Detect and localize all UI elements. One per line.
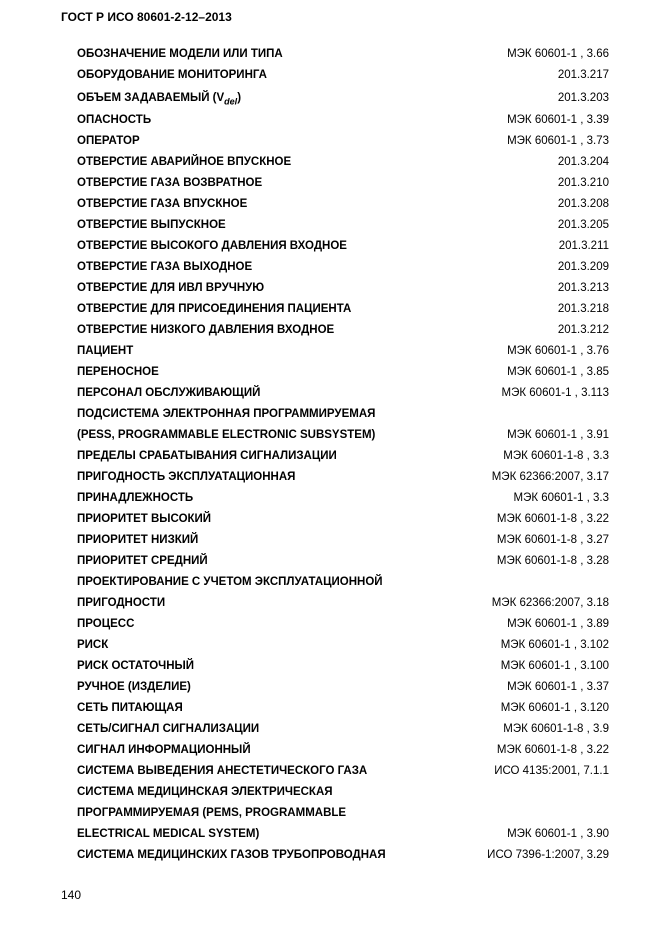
index-entry [77,257,609,278]
entry-term-text: ПРИОРИТЕТ ВЫСОКИЙ [77,513,212,525]
entry-term [77,572,383,593]
entry-term-text: ОТВЕРСТИЕ ГАЗА ВОЗВРАТНОЕ [77,177,263,189]
entry-term-text: ПРОЕКТИРОВАНИЕ С УЧЕТОМ ЭКСПЛУАТАЦИОННОЙ [77,576,383,588]
entry-reference: МЭК 60601-1 , 3.90 [507,828,609,840]
entry-reference: МЭК 60601-1 , 3.37 [507,681,609,693]
entry-term-text: СИГНАЛ ИНФОРМАЦИОННЫЙ [77,744,251,756]
entry-term [77,551,208,572]
entry-term [77,467,295,488]
entry-term [77,761,367,782]
index-entry [77,824,609,845]
entry-term [77,446,337,467]
index-entry [77,635,609,656]
entry-term-text: ПРИНАДЛЕЖНОСТЬ [77,492,194,504]
entry-term-text: РИСК ОСТАТОЧНЫЙ [77,660,195,672]
entry-term [77,719,259,740]
entry-term [77,845,386,866]
entry-term [77,740,251,761]
entry-term-text: ОПАСНОСТЬ [77,114,152,126]
entry-term [77,320,334,341]
entry-term-text: ПРИОРИТЕТ НИЗКИЙ [77,534,199,546]
entry-term [77,173,262,194]
entry-term-text: ОБЪЕМ ЗАДАВАЕМЫЙ (V [77,92,225,104]
entry-reference: МЭК 60601-1 , 3.76 [507,345,609,357]
entry-term-text: ПЕРСОНАЛ ОБСЛУЖИВАЮЩИЙ [77,387,261,399]
entry-term [77,803,346,824]
index-entry [77,341,609,362]
entry-reference: МЭК 60601-1-8 , 3.22 [496,744,609,756]
entry-term-text: (PESS, PROGRAMMABLE ELECTRONIC SUBSYSTEM) [77,429,376,441]
index-entry [77,488,609,509]
entry-reference: 201.3.218 [557,303,609,315]
entry-term [77,383,260,404]
entry-term-text: РИСК [77,639,109,651]
entry-reference: ИСО 4135:2001, 7.1.1 [494,765,609,777]
entry-term-tail: ) [237,92,242,104]
entry-reference: 201.3.203 [557,92,609,104]
entry-term [77,509,211,530]
entry-term [77,44,283,65]
entry-term-text: ОТВЕРСТИЕ ГАЗА ВЫХОДНОЕ [77,261,253,273]
entry-term [77,530,198,551]
index-entry [77,530,609,551]
document-header: ГОСТ Р ИСО 80601-2-12–2013 [61,10,232,24]
entry-reference: МЭК 60601-1 , 3.113 [501,387,609,399]
entry-reference: МЭК 60601-1 , 3.39 [507,114,609,126]
entry-term [77,278,264,299]
entry-term-text: ОБОЗНАЧЕНИЕ МОДЕЛИ ИЛИ ТИПА [77,48,283,60]
entry-reference: 201.3.208 [557,198,609,210]
index-entry [77,803,609,824]
entry-reference: МЭК 60601-1-8 , 3.27 [496,534,609,546]
index-entry [77,677,609,698]
entry-term-text: ОТВЕРСТИЕ ВЫСОКОГО ДАВЛЕНИЯ ВХОДНОЕ [77,240,347,252]
entry-term-text: ОТВЕРСТИЕ НИЗКОГО ДАВЛЕНИЯ ВХОДНОЕ [77,324,335,336]
entry-reference: МЭК 60601-1 , 3.102 [500,639,609,651]
entry-term-text: ПРИОРИТЕТ СРЕДНИЙ [77,555,208,567]
page-number: 140 [61,888,82,902]
entry-reference: МЭК 62366:2007, 3.17 [491,471,609,483]
index-entry [77,86,609,110]
entry-reference: 201.3.217 [557,69,609,81]
entry-term [77,698,183,719]
entry-term-text: ОБОРУДОВАНИЕ МОНИТОРИНГА [77,69,267,81]
entry-reference: МЭК 60601-1-8 , 3.28 [496,555,609,567]
index-entry [77,152,609,173]
entry-term [77,341,133,362]
index-entry [77,236,609,257]
entry-term-text: ОТВЕРСТИЕ ВЫПУСКНОЕ [77,219,226,231]
entry-term [77,131,140,152]
entry-term [77,614,134,635]
index-entry [77,446,609,467]
index-entry [77,509,609,530]
index-entry [77,131,609,152]
entry-term [77,488,193,509]
index-entry [77,299,609,320]
index-entry [77,719,609,740]
index-entry [77,404,609,425]
index-entry [77,551,609,572]
entry-reference: МЭК 60601-1 , 3.89 [507,618,609,630]
entry-term [77,236,347,257]
entry-term-text: ОТВЕРСТИЕ ГАЗА ВПУСКНОЕ [77,198,248,210]
index-entry [77,362,609,383]
entry-reference: 201.3.213 [557,282,609,294]
entry-reference: МЭК 60601-1 , 3.73 [507,135,609,147]
index-entry [77,656,609,677]
entry-term-text: СИСТЕМА ВЫВЕДЕНИЯ АНЕСТЕТИЧЕСКОГО ГАЗА [77,765,368,777]
entry-term-text: ПАЦИЕНТ [77,345,134,357]
entry-term-text: СЕТЬ ПИТАЮЩАЯ [77,702,183,714]
entry-term [77,425,375,446]
entry-term [77,362,159,383]
entry-reference: МЭК 60601-1-8 , 3.22 [496,513,609,525]
entry-reference: МЭК 60601-1 , 3.3 [513,492,609,504]
index-entry [77,698,609,719]
entry-term [77,824,259,845]
entry-term-text: ОТВЕРСТИЕ АВАРИЙНОЕ ВПУСКНОЕ [77,156,292,168]
entry-reference: МЭК 60601-1 , 3.120 [500,702,609,714]
index-entry [77,467,609,488]
entry-term-text: СИСТЕМА МЕДИЦИНСКИХ ГАЗОВ ТРУБОПРОВОДНАЯ [77,849,386,861]
entry-reference: МЭК 60601-1 , 3.85 [507,366,609,378]
entry-term-text: ПЕРЕНОСНОЕ [77,366,159,378]
entry-term [77,593,165,614]
entry-term-text: ПОДСИСТЕМА ЭЛЕКТРОННАЯ ПРОГРАММИРУЕМАЯ [77,408,376,420]
entry-term [77,299,351,320]
entry-reference: МЭК 60601-1-8 , 3.3 [503,450,609,462]
entry-term [77,404,375,425]
entry-term-text: ELECTRICAL MEDICAL SYSTEM) [77,828,260,840]
entry-term [77,110,151,131]
entry-reference: МЭК 60601-1 , 3.66 [507,48,609,60]
index-entry [77,593,609,614]
index-entry [77,320,609,341]
index-entry [77,845,609,866]
entry-term-text: ПРЕДЕЛЫ СРАБАТЫВАНИЯ СИГНАЛИЗАЦИИ [77,450,337,462]
entry-reference: ИСО 7396-1:2007, 3.29 [487,849,609,861]
entry-reference: 201.3.210 [557,177,609,189]
entry-term-text: ПРОГРАММИРУЕМАЯ (PEMS, PROGRAMMABLE [77,807,347,819]
entry-term [77,677,191,698]
entry-term [77,215,226,236]
index-entry [77,425,609,446]
index-entry [77,383,609,404]
entry-term-text: ПРИГОДНОСТИ [77,597,166,609]
entry-term-text: ПРОЦЕСС [77,618,135,630]
entry-term [77,65,267,86]
index-entry [77,173,609,194]
entry-term-text: ПРИГОДНОСТЬ ЭКСПЛУАТАЦИОННАЯ [77,471,296,483]
entry-term-text: ОТВЕРСТИЕ ДЛЯ ПРИСОЕДИНЕНИЯ ПАЦИЕНТА [77,303,352,315]
index-entry [77,215,609,236]
entry-term [77,635,108,656]
entry-reference: МЭК 60601-1-8 , 3.9 [503,723,609,735]
index-entry [77,761,609,782]
entry-reference: МЭК 62366:2007, 3.18 [491,597,609,609]
entry-term-text: РУЧНОЕ (ИЗДЕЛИЕ) [77,681,191,693]
index-entry [77,572,609,593]
index-entry [77,194,609,215]
index-entry [77,278,609,299]
index-entry [77,782,609,803]
entry-term [77,152,291,173]
entry-term [77,194,247,215]
entry-reference: 201.3.212 [557,324,609,336]
entry-reference: 201.3.204 [557,156,609,168]
entry-term-text: СЕТЬ/СИГНАЛ СИГНАЛИЗАЦИИ [77,723,260,735]
entry-term [77,782,333,803]
index-entry [77,614,609,635]
entry-reference: 201.3.209 [557,261,609,273]
entry-term [77,656,194,677]
entry-term-text: ОПЕРАТОР [77,135,140,147]
entry-term-text: ОТВЕРСТИЕ ДЛЯ ИВЛ ВРУЧНУЮ [77,282,265,294]
entry-reference: МЭК 60601-1 , 3.100 [500,660,609,672]
index-entry [77,44,609,65]
entry-term-text: СИСТЕМА МЕДИЦИНСКАЯ ЭЛЕКТРИЧЕСКАЯ [77,786,333,798]
entry-reference: МЭК 60601-1 , 3.91 [507,429,609,441]
entry-term [77,257,252,278]
index-entry [77,740,609,761]
index-entry [77,65,609,86]
entry-reference: 201.3.211 [558,240,609,252]
term-index-list [77,44,609,866]
entry-reference: 201.3.205 [557,219,609,231]
entry-term-subscript: del [224,96,238,107]
